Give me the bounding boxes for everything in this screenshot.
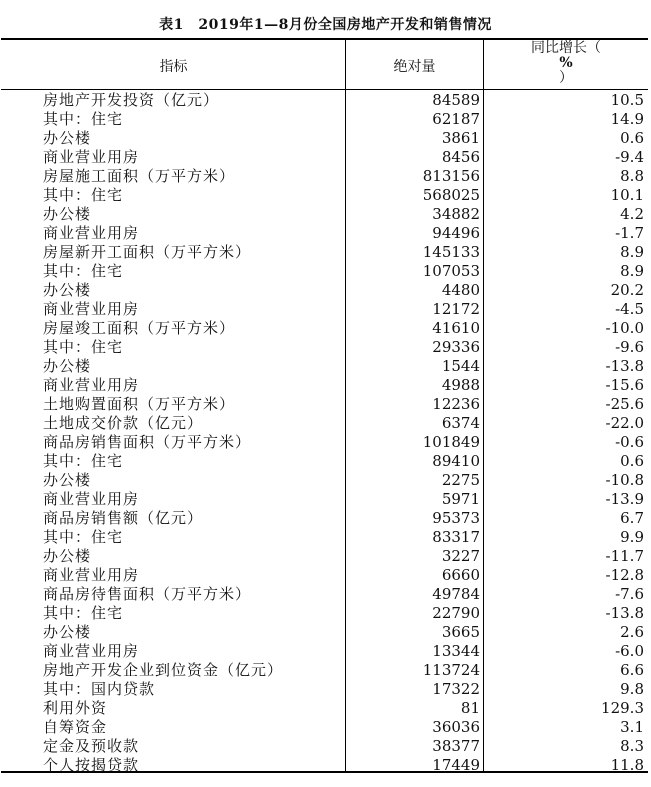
row-absolute: 12172 [432, 300, 480, 318]
table-row [1, 452, 648, 471]
row-absolute: 813156 [422, 167, 480, 185]
row-indicator: 商品房待售面积（万平方米） [43, 585, 252, 603]
row-indicator: 其中：住宅 [43, 452, 124, 470]
row-growth: 0.6 [620, 129, 644, 147]
table-row [1, 490, 648, 509]
header-growth-line1: 同比增长（ [531, 40, 601, 56]
row-indicator: 商品房销售面积（万平方米） [43, 433, 252, 451]
row-indicator: 办公楼 [43, 129, 92, 147]
row-indicator: 自筹资金 [43, 718, 108, 736]
row-absolute: 4480 [441, 281, 480, 299]
row-absolute: 17322 [432, 680, 480, 698]
row-growth: 8.9 [620, 243, 644, 261]
row-absolute: 22790 [432, 604, 480, 622]
row-indicator: 商业营业用房 [43, 566, 140, 584]
table-row [1, 167, 648, 186]
row-absolute: 36036 [432, 718, 480, 736]
row-absolute: 3861 [441, 129, 480, 147]
row-growth: -1.7 [615, 224, 644, 242]
row-growth: -0.6 [615, 433, 644, 451]
table-row [1, 357, 648, 376]
row-absolute: 41610 [432, 319, 480, 337]
row-absolute: 568025 [422, 186, 480, 204]
row-absolute: 145133 [422, 243, 480, 261]
row-absolute: 6374 [441, 414, 480, 432]
table-row [1, 243, 648, 262]
table-row [1, 91, 648, 110]
row-growth: -10.0 [605, 319, 644, 337]
table-row [1, 718, 648, 737]
table-body [1, 91, 648, 775]
table-row [1, 129, 648, 148]
row-indicator: 其中：住宅 [43, 338, 124, 356]
table-row [1, 148, 648, 167]
table-row [1, 737, 648, 756]
row-absolute: 38377 [432, 737, 480, 755]
row-indicator: 房屋竣工面积（万平方米） [43, 319, 236, 337]
row-absolute: 4988 [441, 376, 480, 394]
row-growth: -10.8 [605, 471, 644, 489]
row-growth: 9.9 [620, 528, 644, 546]
row-indicator: 办公楼 [43, 205, 92, 223]
row-indicator: 其中：住宅 [43, 262, 124, 280]
table-row [1, 566, 648, 585]
row-growth: 8.3 [620, 737, 644, 755]
row-indicator: 定金及预收款 [43, 737, 140, 755]
row-indicator: 房屋施工面积（万平方米） [43, 167, 236, 185]
row-indicator: 办公楼 [43, 471, 92, 489]
row-absolute: 6660 [441, 566, 480, 584]
table-row [1, 281, 648, 300]
table-row [1, 433, 648, 452]
row-absolute: 62187 [432, 110, 480, 128]
row-indicator: 其中：住宅 [43, 110, 124, 128]
row-growth: -25.6 [605, 395, 644, 413]
table-row [1, 319, 648, 338]
row-absolute: 13344 [432, 642, 480, 660]
table-row [1, 642, 648, 661]
row-indicator: 其中：住宅 [43, 186, 124, 204]
row-growth: 4.2 [620, 205, 644, 223]
table-row [1, 661, 648, 680]
header-rule [1, 89, 648, 90]
row-absolute: 81 [460, 699, 480, 717]
row-growth: -15.6 [605, 376, 644, 394]
row-indicator: 办公楼 [43, 357, 92, 375]
row-indicator: 商品房销售额（亿元） [43, 509, 204, 527]
row-indicator: 商业营业用房 [43, 490, 140, 508]
table-row [1, 395, 648, 414]
row-indicator: 房地产开发投资（亿元） [43, 91, 220, 109]
row-indicator: 办公楼 [43, 281, 92, 299]
header-absolute: 绝对量 [393, 59, 436, 75]
row-growth: -13.8 [605, 604, 644, 622]
row-growth: 20.2 [610, 281, 644, 299]
row-growth: -11.7 [605, 547, 644, 565]
row-growth: -9.6 [615, 338, 644, 356]
row-indicator: 利用外资 [43, 699, 108, 717]
row-growth: -13.8 [605, 357, 644, 375]
row-indicator: 个人按揭贷款 [43, 756, 140, 774]
row-growth: -12.8 [605, 566, 644, 584]
row-indicator: 其中：住宅 [43, 604, 124, 622]
table-title: 表1 2019年1—8月份全国房地产开发和销售情况 [159, 17, 492, 33]
row-absolute: 101849 [422, 433, 480, 451]
table-row [1, 604, 648, 623]
row-absolute: 95373 [432, 509, 480, 527]
row-indicator: 房屋新开工面积（万平方米） [43, 243, 252, 261]
row-growth: -13.9 [605, 490, 644, 508]
row-absolute: 113724 [422, 661, 480, 679]
row-growth: -9.4 [615, 148, 644, 166]
table-row [1, 756, 648, 775]
row-indicator: 办公楼 [43, 623, 92, 641]
table-row [1, 110, 648, 129]
row-growth: 14.9 [610, 110, 644, 128]
row-absolute: 94496 [432, 224, 480, 242]
table-row [1, 205, 648, 224]
header-growth-line2: % [559, 55, 573, 71]
row-indicator: 办公楼 [43, 547, 92, 565]
table-row [1, 471, 648, 490]
row-growth: 2.6 [620, 623, 644, 641]
header-growth [484, 41, 648, 86]
row-absolute: 107053 [422, 262, 480, 280]
row-growth: 8.8 [620, 167, 644, 185]
table-row [1, 414, 648, 433]
row-growth: 6.7 [620, 509, 644, 527]
row-absolute: 17449 [432, 756, 480, 774]
row-indicator: 其中：国内贷款 [43, 680, 156, 698]
row-growth: -6.0 [615, 642, 644, 660]
row-growth: -22.0 [605, 414, 644, 432]
row-indicator: 商业营业用房 [43, 224, 140, 242]
table-row [1, 509, 648, 528]
row-growth: 129.3 [601, 699, 644, 717]
row-growth: 3.1 [620, 718, 644, 736]
row-absolute: 84589 [432, 91, 480, 109]
row-indicator: 商业营业用房 [43, 376, 140, 394]
row-indicator: 商业营业用房 [43, 300, 140, 318]
row-growth: -7.6 [615, 585, 644, 603]
row-absolute: 49784 [432, 585, 480, 603]
table-row [1, 300, 648, 319]
row-indicator: 其中：住宅 [43, 528, 124, 546]
table-row [1, 623, 648, 642]
row-absolute: 2275 [441, 471, 480, 489]
table-row [1, 376, 648, 395]
row-growth: 11.8 [610, 756, 644, 774]
row-absolute: 89410 [432, 452, 480, 470]
row-indicator: 商业营业用房 [43, 642, 140, 660]
row-indicator: 商业营业用房 [43, 148, 140, 166]
table-row [1, 186, 648, 205]
table-row [1, 262, 648, 281]
table-row [1, 680, 648, 699]
row-growth: 10.5 [610, 91, 644, 109]
row-absolute: 29336 [432, 338, 480, 356]
table-row [1, 528, 648, 547]
header-indicator: 指标 [159, 59, 188, 75]
table-row [1, 224, 648, 243]
table-row [1, 585, 648, 604]
row-absolute: 8456 [441, 148, 480, 166]
row-indicator: 土地购置面积（万平方米） [43, 395, 236, 413]
table-row [1, 338, 648, 357]
row-absolute: 1544 [441, 357, 480, 375]
row-absolute: 83317 [432, 528, 480, 546]
table-row [1, 699, 648, 718]
row-growth: 8.9 [620, 262, 644, 280]
row-indicator: 土地成交价款（亿元） [43, 414, 204, 432]
row-absolute: 5971 [441, 490, 480, 508]
row-growth: 0.6 [620, 452, 644, 470]
header-growth-line3: ） [559, 70, 573, 86]
row-growth: 6.6 [620, 661, 644, 679]
row-growth: -4.5 [615, 300, 644, 318]
row-indicator: 房地产开发企业到位资金（亿元） [43, 661, 284, 679]
row-absolute: 3227 [441, 547, 480, 565]
row-absolute: 34882 [432, 205, 480, 223]
row-absolute: 12236 [432, 395, 480, 413]
row-absolute: 3665 [441, 623, 480, 641]
row-growth: 10.1 [610, 186, 644, 204]
row-growth: 9.8 [620, 680, 644, 698]
table-row [1, 547, 648, 566]
